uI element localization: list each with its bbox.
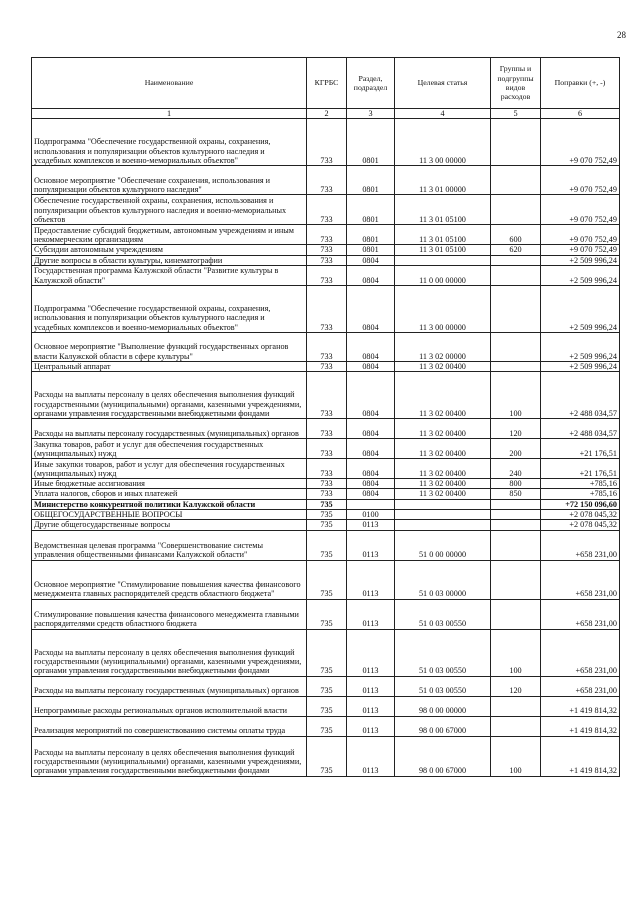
cell-amount: +2 488 034,57 [541,419,620,439]
cell-expense-group [491,332,541,361]
cell-section: 0804 [347,479,395,489]
cell-amount: +9 070 752,49 [541,166,620,195]
cell-expense-group [491,119,541,166]
table-row [32,530,620,560]
cell-amount: +2 078 045,32 [541,510,620,520]
cell-section: 0804 [347,419,395,439]
cell-name: Другие вопросы в области культуры, кинематографии [32,255,307,265]
cell-section: 0113 [347,599,395,629]
cell-kgrbs: 733 [307,459,347,479]
header-name: Наименование [32,58,307,109]
cell-expense-group [491,560,541,599]
cell-name: Субсидии автономным учреждениям [32,245,307,255]
cell-expense-group: 850 [491,489,541,499]
cell-kgrbs: 735 [307,530,347,560]
cell-kgrbs: 733 [307,332,347,361]
cell-target-article: 51 0 03 00550 [395,629,491,676]
table-row [32,361,620,371]
table-row [32,166,620,195]
cell-expense-group: 100 [491,372,541,419]
cell-name: Основное мероприятие "Стимулирование повышения качества финансового менеджмента главных распорядителей средств областного бюджета" [32,560,307,599]
cell-amount: +1 419 814,32 [541,736,620,776]
cell-section: 0113 [347,696,395,716]
cell-name: Стимулирование повышения качества финансового менеджмента главными распорядителями средств областного бюджета [32,599,307,629]
cell-section: 0804 [347,285,395,332]
cell-section: 0804 [347,361,395,371]
table-row [32,372,620,419]
cell-expense-group: 600 [491,225,541,245]
cell-amount: +658 231,00 [541,560,620,599]
cell-name: Основное мероприятие "Выполнение функций государственных органов власти Калужской области в сфере культуры" [32,332,307,361]
cell-amount: +2 509 996,24 [541,361,620,371]
cell-name: Предоставление субсидий бюджетным, автономным учреждениям и иным некоммерческим организациям [32,225,307,245]
cell-expense-group: 200 [491,439,541,459]
cell-expense-group: 620 [491,245,541,255]
cell-name: Расходы на выплаты персоналу в целях обеспечения выполнения функций государственными (муниципальными) органами, казенными учреждениями, органами управления государственными внебюджетными фондами [32,736,307,776]
cell-target-article: 51 0 03 00000 [395,560,491,599]
cell-expense-group [491,716,541,736]
cell-name: Расходы на выплаты персоналу государственных (муниципальных) органов [32,676,307,696]
cell-section: 0113 [347,560,395,599]
cell-section: 0804 [347,255,395,265]
cell-amount: +785,16 [541,489,620,499]
cell-expense-group [491,696,541,716]
cell-amount: +9 070 752,49 [541,195,620,225]
column-index: 3 [347,109,395,119]
cell-target-article: 51 0 00 00000 [395,530,491,560]
cell-kgrbs: 733 [307,265,347,285]
cell-amount: +72 150 096,60 [541,499,620,509]
cell-kgrbs: 733 [307,119,347,166]
cell-amount: +2 488 034,57 [541,372,620,419]
cell-name: Иные закупки товаров, работ и услуг для обеспечения государственных (муниципальных) нужд [32,459,307,479]
header-row [32,58,620,109]
cell-amount: +2 509 996,24 [541,265,620,285]
cell-kgrbs: 735 [307,676,347,696]
header-amendments: Поправки (+, -) [541,58,620,109]
cell-section: 0804 [347,332,395,361]
cell-expense-group [491,361,541,371]
cell-kgrbs: 733 [307,489,347,499]
cell-target-article: 11 3 02 00400 [395,489,491,499]
column-index: 2 [307,109,347,119]
cell-section: 0804 [347,265,395,285]
cell-expense-group [491,520,541,530]
cell-name: Ведомственная целевая программа "Совершенствование системы управления общественными финансами Калужской области" [32,530,307,560]
table-row [32,419,620,439]
cell-amount: +9 070 752,49 [541,119,620,166]
cell-target-article: 98 0 00 67000 [395,716,491,736]
cell-target-article: 11 3 01 05100 [395,245,491,255]
cell-expense-group: 240 [491,459,541,479]
table-row [32,599,620,629]
cell-target-article: 11 3 00 00000 [395,285,491,332]
cell-kgrbs: 733 [307,166,347,195]
cell-amount: +9 070 752,49 [541,225,620,245]
cell-name: Расходы на выплаты персоналу в целях обеспечения выполнения функций государственными (муниципальными) органами, казенными учреждениями, органами управления государственными внебюджетными фондами [32,629,307,676]
table-row [32,716,620,736]
cell-target-article: 11 3 02 00400 [395,479,491,489]
cell-name: Иные бюджетные ассигнования [32,479,307,489]
cell-kgrbs: 735 [307,599,347,629]
cell-amount: +2 509 996,24 [541,285,620,332]
cell-target-article: 11 3 00 00000 [395,119,491,166]
header-kgrbs: КГРБС [307,58,347,109]
cell-amount: +1 419 814,32 [541,696,620,716]
table-row [32,629,620,676]
table-row [32,520,620,530]
cell-kgrbs: 735 [307,629,347,676]
cell-kgrbs: 733 [307,479,347,489]
cell-target-article [395,520,491,530]
cell-section: 0113 [347,716,395,736]
cell-kgrbs: 733 [307,255,347,265]
table-row [32,489,620,499]
column-index: 4 [395,109,491,119]
table-row [32,332,620,361]
cell-expense-group [491,166,541,195]
cell-section: 0801 [347,166,395,195]
cell-kgrbs: 733 [307,285,347,332]
cell-name: Министерство конкурентной политики Калужской области [32,499,307,509]
cell-expense-group: 800 [491,479,541,489]
cell-name: Центральный аппарат [32,361,307,371]
cell-kgrbs: 735 [307,716,347,736]
table-row [32,459,620,479]
budget-amendments-table [31,57,620,777]
table-row [32,255,620,265]
cell-name: ОБЩЕГОСУДАРСТВЕННЫЕ ВОПРОСЫ [32,510,307,520]
cell-expense-group [491,285,541,332]
cell-expense-group [491,195,541,225]
cell-name: Непрограммные расходы региональных органов исполнительной власти [32,696,307,716]
cell-name: Подпрограмма "Обеспечение государственной охраны, сохранения, использования и популяризации объектов культурного наследия и усадебных комплексов и военно-мемориальных объектов" [32,285,307,332]
cell-target-article: 11 3 02 00400 [395,361,491,371]
cell-amount: +21 176,51 [541,439,620,459]
cell-kgrbs: 735 [307,560,347,599]
table-row [32,736,620,776]
cell-amount: +2 078 045,32 [541,520,620,530]
cell-target-article: 11 3 01 05100 [395,225,491,245]
cell-expense-group [491,499,541,509]
cell-kgrbs: 735 [307,520,347,530]
cell-expense-group [491,255,541,265]
cell-amount: +2 509 996,24 [541,255,620,265]
cell-name: Уплата налогов, сборов и иных платежей [32,489,307,499]
cell-target-article: 11 3 02 00400 [395,439,491,459]
cell-kgrbs: 733 [307,372,347,419]
cell-section: 0113 [347,736,395,776]
cell-expense-group [491,599,541,629]
cell-target-article: 11 3 01 00000 [395,166,491,195]
cell-expense-group [491,265,541,285]
cell-target-article: 11 3 02 00400 [395,372,491,419]
cell-section: 0801 [347,225,395,245]
cell-kgrbs: 733 [307,195,347,225]
cell-name: Государственная программа Калужской области "Развитие культуры в Калужской области" [32,265,307,285]
cell-section: 0804 [347,439,395,459]
cell-section: 0801 [347,245,395,255]
cell-section [347,499,395,509]
table-row [32,510,620,520]
cell-target-article: 11 3 02 00400 [395,459,491,479]
cell-amount: +1 419 814,32 [541,716,620,736]
cell-section: 0113 [347,520,395,530]
cell-expense-group: 100 [491,629,541,676]
table-row [32,479,620,489]
cell-name: Расходы на выплаты персоналу государственных (муниципальных) органов [32,419,307,439]
cell-section: 0801 [347,195,395,225]
table-row [32,195,620,225]
cell-kgrbs: 735 [307,499,347,509]
table-row [32,560,620,599]
cell-expense-group: 100 [491,736,541,776]
table-row [32,676,620,696]
cell-expense-group [491,510,541,520]
column-index: 6 [541,109,620,119]
column-index: 1 [32,109,307,119]
cell-name: Подпрограмма "Обеспечение государственной охраны, сохранения, использования и популяризации объектов культурного наследия и усадебных комплексов и военно-мемориальных объектов" [32,119,307,166]
cell-amount: +9 070 752,49 [541,245,620,255]
header-expense-groups: Группы и подгруппы видов расходов [491,58,541,109]
cell-target-article: 98 0 00 00000 [395,696,491,716]
cell-section: 0804 [347,459,395,479]
cell-target-article: 11 3 02 00400 [395,419,491,439]
cell-amount: +658 231,00 [541,629,620,676]
table-row [32,285,620,332]
cell-kgrbs: 733 [307,245,347,255]
cell-amount: +658 231,00 [541,530,620,560]
cell-name: Реализация мероприятий по совершенствованию системы оплаты труда [32,716,307,736]
cell-name: Обеспечение государственной охраны, сохранения, использования и популяризации объектов культурного наследия и военно-мемориальных объектов [32,195,307,225]
cell-name: Закупка товаров, работ и услуг для обеспечения государственных (муниципальных) нужд [32,439,307,459]
cell-name: Основное мероприятие "Обеспечение сохранения, использования и популяризации объектов культурного наследия" [32,166,307,195]
cell-kgrbs: 735 [307,736,347,776]
cell-expense-group: 120 [491,419,541,439]
column-index: 5 [491,109,541,119]
page-number: 28 [617,30,626,40]
header-section: Раздел, подраздел [347,58,395,109]
cell-name: Расходы на выплаты персоналу в целях обеспечения выполнения функций государственными (муниципальными) органами, казенными учреждениями, органами управления государственными внебюджетными фондами [32,372,307,419]
cell-target-article: 11 3 02 00000 [395,332,491,361]
header-target-article: Целевая статья [395,58,491,109]
cell-amount: +2 509 996,24 [541,332,620,361]
cell-amount: +785,16 [541,479,620,489]
cell-target-article [395,499,491,509]
cell-target-article [395,255,491,265]
cell-amount: +658 231,00 [541,676,620,696]
cell-kgrbs: 735 [307,696,347,716]
cell-section: 0100 [347,510,395,520]
cell-section: 0113 [347,676,395,696]
cell-expense-group: 120 [491,676,541,696]
cell-target-article: 51 0 03 00550 [395,599,491,629]
table-row [32,225,620,245]
table-row [32,245,620,255]
cell-section: 0801 [347,119,395,166]
cell-kgrbs: 733 [307,419,347,439]
cell-target-article: 11 3 01 05100 [395,195,491,225]
table-row [32,119,620,166]
cell-kgrbs: 733 [307,225,347,245]
cell-section: 0804 [347,372,395,419]
cell-kgrbs: 733 [307,439,347,459]
table-body [32,119,620,776]
cell-section: 0113 [347,629,395,676]
cell-amount: +658 231,00 [541,599,620,629]
cell-section: 0113 [347,530,395,560]
cell-target-article [395,510,491,520]
cell-expense-group [491,530,541,560]
cell-target-article: 11 0 00 00000 [395,265,491,285]
table-row [32,696,620,716]
cell-amount: +21 176,51 [541,459,620,479]
table-row [32,265,620,285]
cell-section: 0804 [347,489,395,499]
cell-kgrbs: 733 [307,361,347,371]
cell-kgrbs: 735 [307,510,347,520]
column-index-row [32,109,620,119]
table-row [32,499,620,509]
cell-name: Другие общегосударственные вопросы [32,520,307,530]
table-row [32,439,620,459]
cell-target-article: 98 0 00 67000 [395,736,491,776]
cell-target-article: 51 0 03 00550 [395,676,491,696]
